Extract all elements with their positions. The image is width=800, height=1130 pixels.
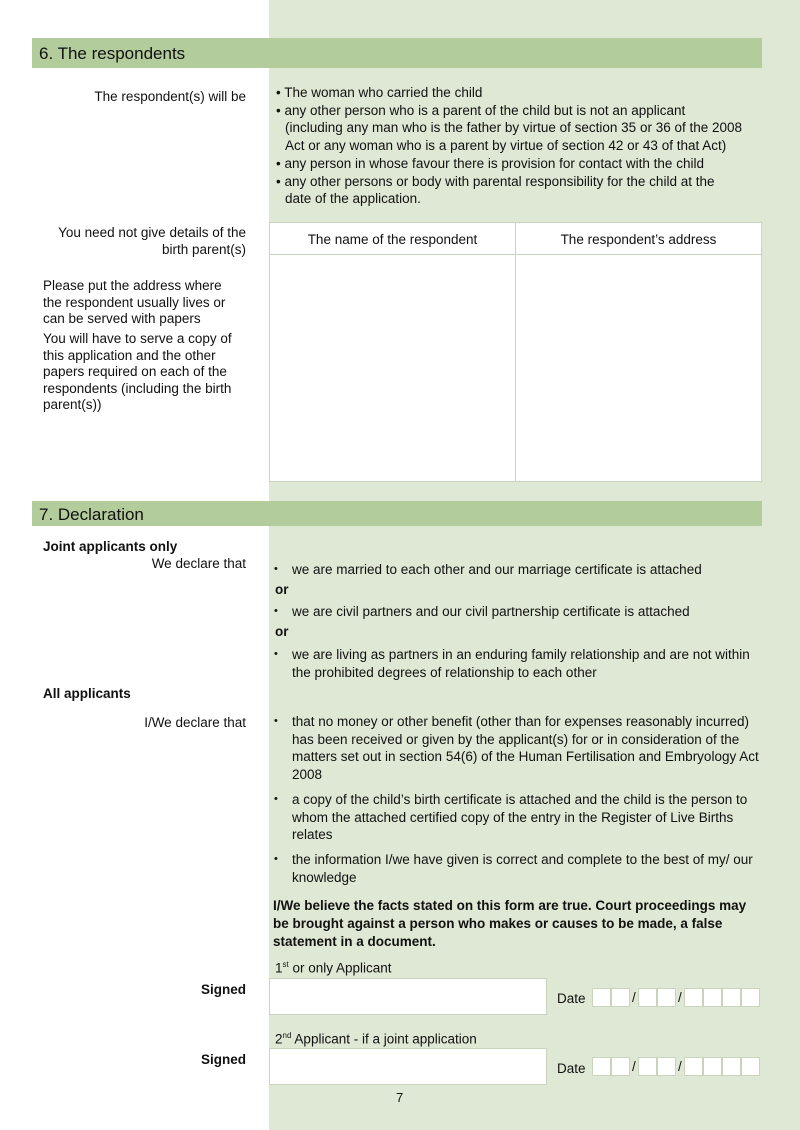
address-note: Please put the address where the respondent usually lives or can be served with papers <box>43 278 226 326</box>
signed-label: Signed <box>200 982 246 997</box>
signed-label: Signed <box>200 1052 246 1067</box>
respondent-name-header: The name of the respondent <box>270 223 515 255</box>
respondent-name-column[interactable] <box>270 223 516 481</box>
date-month-digit[interactable] <box>657 988 676 1007</box>
date-year-digit[interactable] <box>684 1057 703 1076</box>
date-year-digit[interactable] <box>703 988 722 1007</box>
date-day-digit[interactable] <box>611 988 630 1007</box>
list-item: • a copy of the child’s birth certificate is attached and the child is the person to whom the attached certified copy of the entry in the Register of Live Births relates <box>274 792 748 843</box>
joint-applicants-heading: Joint applicants only <box>43 539 178 554</box>
respondent-address-column[interactable] <box>516 223 761 481</box>
date-day-digit[interactable] <box>592 1057 611 1076</box>
list-item: • that no money or other benefit (other than for expenses reasonably incurred) has been received or given by the applicant(s) for or in consideration of the matters set out in section 54(6) of the Human Fertilisation and Embryology Act 2008 <box>274 714 759 783</box>
list-item: • The woman who carried the child <box>276 85 483 100</box>
list-item: • we are living as partners in an enduring family relationship and are not within the prohibited degrees of relationship to each other <box>274 647 750 680</box>
date-year-digit[interactable] <box>741 1057 760 1076</box>
respondents-table <box>269 222 762 482</box>
section-6-heading: 6. The respondents <box>32 38 762 68</box>
applicant-1-label: 1st or only Applicant <box>275 960 392 976</box>
respondent-address-header: The respondent’s address <box>516 223 761 255</box>
date-year-digit[interactable] <box>722 1057 741 1076</box>
serve-note: You will have to serve a copy of this application and the other papers required on each of the respondents (including the birth parent(s)) <box>43 331 232 412</box>
statement-of-truth: I/We believe the facts stated on this form are true. Court proceedings may be brought against a person who makes or causes to be made, a false statement in a document. <box>273 898 747 949</box>
date-separator: / <box>678 1059 682 1074</box>
we-declare-label: We declare that <box>151 556 246 571</box>
birth-parent-note: You need not give details of the birth parent(s) <box>58 225 246 257</box>
list-item: • we are married to each other and our marriage certificate is attached <box>274 562 702 577</box>
list-item: • the information I/we have given is correct and complete to the best of my/ our knowledge <box>274 852 753 885</box>
applicant-2-label: 2nd Applicant - if a joint application <box>275 1031 477 1047</box>
page-number: 7 <box>396 1090 404 1105</box>
applicant-2-signature-field[interactable] <box>269 1048 547 1085</box>
date-separator: / <box>632 990 636 1005</box>
applicant-1-signature-field[interactable] <box>269 978 547 1015</box>
or-label: or <box>275 624 289 639</box>
i-we-declare-label: I/We declare that <box>144 715 246 730</box>
all-applicants-heading: All applicants <box>43 686 131 701</box>
date-year-digit[interactable] <box>722 988 741 1007</box>
date-day-digit[interactable] <box>611 1057 630 1076</box>
list-item: • any person in whose favour there is provision for contact with the child <box>276 155 704 171</box>
date-month-digit[interactable] <box>657 1057 676 1076</box>
date-month-digit[interactable] <box>638 1057 657 1076</box>
date-month-digit[interactable] <box>638 988 657 1007</box>
list-item: • any other person who is a parent of the child but is not an applicant (including any man who is the father by virtue of section 35 or 36 of the 2008 Act or any woman who is a parent by virtue of section 42 or 43 of that Act) <box>276 102 743 154</box>
date-separator: / <box>632 1059 636 1074</box>
list-item: • we are civil partners and our civil partnership certificate is attached <box>274 604 690 619</box>
date-separator: / <box>678 990 682 1005</box>
or-label: or <box>275 582 289 597</box>
date-label: Date <box>557 1061 586 1076</box>
date-label: Date <box>557 991 586 1006</box>
date-year-digit[interactable] <box>741 988 760 1007</box>
section-7-heading: 7. Declaration <box>32 501 762 526</box>
respondents-list <box>274 84 764 208</box>
list-item: • any other persons or body with parental responsibility for the child at the date of the application. <box>276 173 715 207</box>
date-day-digit[interactable] <box>592 988 611 1007</box>
date-year-digit[interactable] <box>684 988 703 1007</box>
date-year-digit[interactable] <box>703 1057 722 1076</box>
respondents-label: The respondent(s) will be <box>94 89 246 104</box>
